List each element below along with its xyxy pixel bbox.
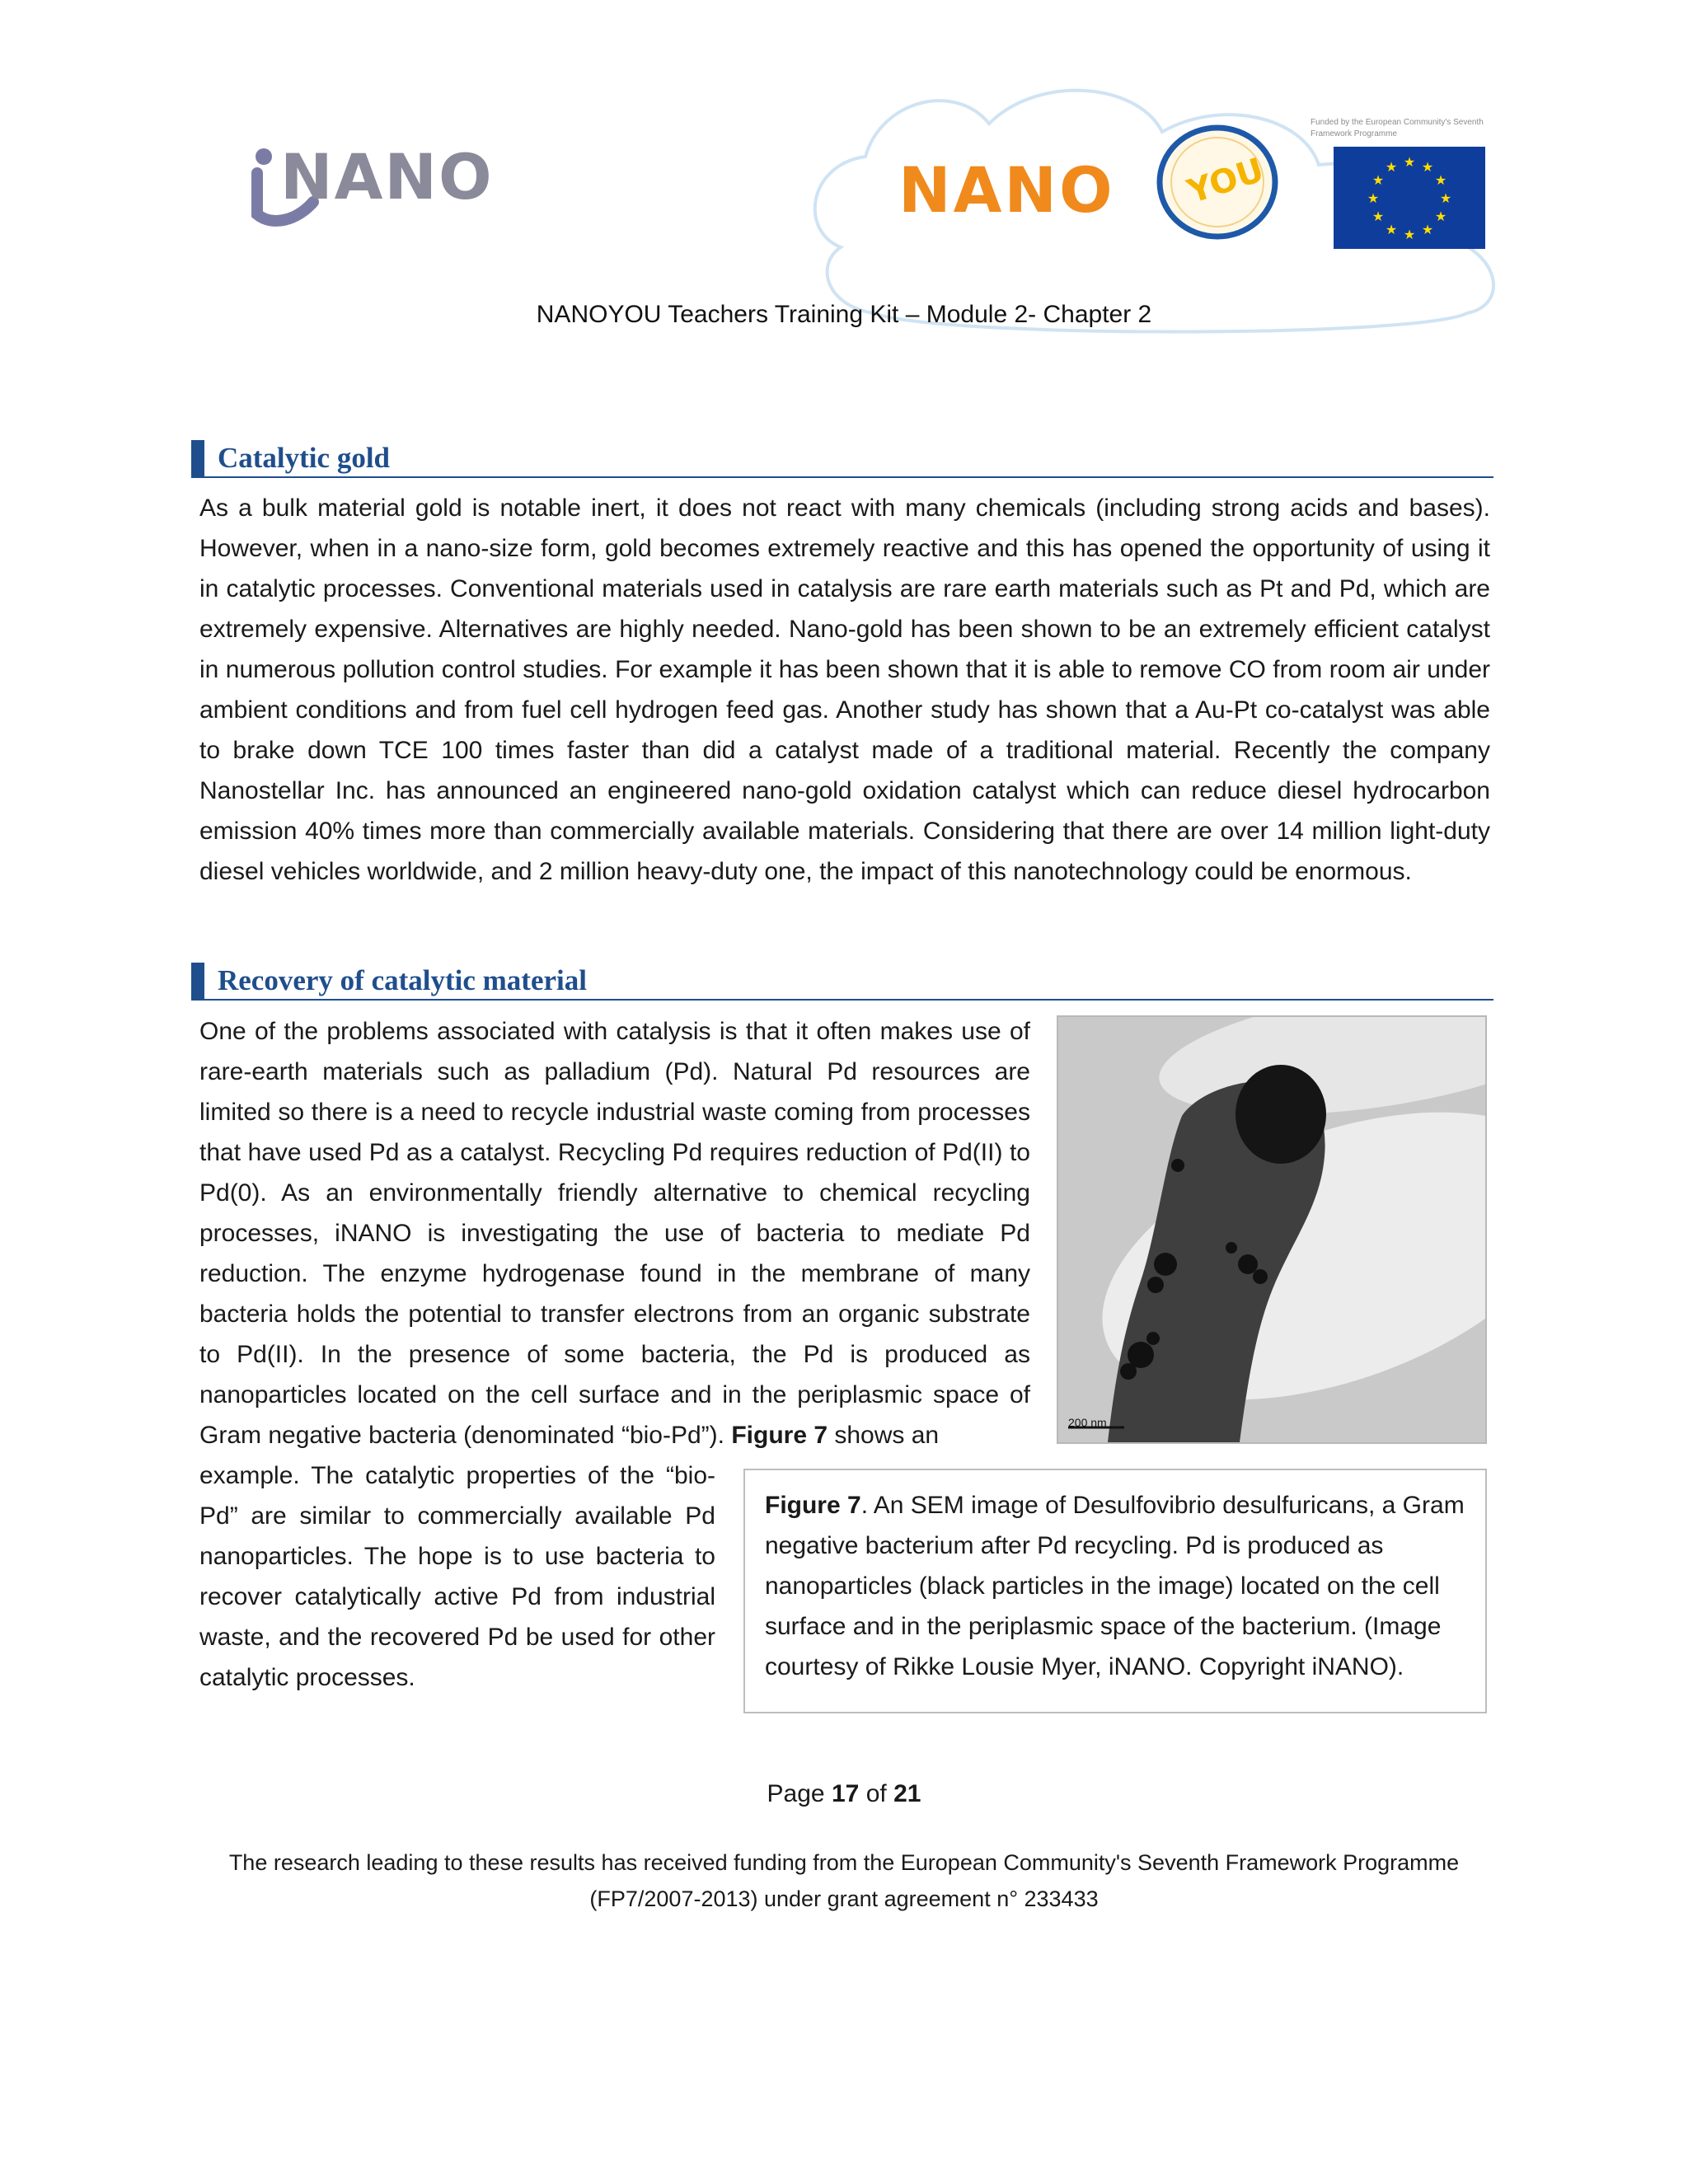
heading-accent-bar — [191, 440, 204, 476]
page-number — [0, 1780, 1688, 1808]
heading-text: Catalytic gold — [218, 442, 391, 474]
paragraph-recovery-part1 — [199, 1011, 1030, 1455]
svg-text:★: ★ — [1367, 190, 1380, 206]
page-of: of — [865, 1780, 887, 1807]
nanoyou-you-text: YOU — [1183, 151, 1268, 212]
svg-text:★: ★ — [1434, 172, 1447, 188]
svg-text:★: ★ — [1372, 209, 1385, 224]
sem-image-bacterium — [1057, 1015, 1487, 1444]
eu-funding-caption: Funded by the European Community's Seventh Framework Programme — [1311, 118, 1484, 138]
svg-text:★: ★ — [1403, 154, 1416, 170]
page-total: 21 — [893, 1780, 921, 1807]
svg-text:★: ★ — [1403, 227, 1416, 242]
paragraph-text: One of the problems associated with catalysis is that it often makes use of rare-earth materials such as palladium (Pd). Natural Pd resources are limited so there is a need to recycle industrial waste coming from processes that have used Pd as a catalyst. Recycling Pd requires reduction of Pd(II) to Pd(0). As an environmentally friendly alternative to chemical recycling processes, iNANO is investigating the use of bacteria to mediate Pd reduction. The enzyme hydrogenase found in the membrane of many bacteria holds the potential to transfer electrons from an organic substrate to Pd(II). In the presence of some bacteria, the Pd is produced as nanoparticles located on the cell surface and in the periplasmic space of Gram negative bacteria (denominated “bio-Pd”). — [199, 1018, 1030, 1449]
section-heading-recovery — [191, 963, 1493, 1001]
paragraph-catalytic-gold: As a bulk material gold is notable inert, it does not react with many chemicals (including strong acids and bases). However, when in a nano-size form, gold becomes extremely reactive and this has opened the opportunity of using it in catalytic processes. Conventional materials used in catalysis are rare earth materials such as Pt and Pd, which are extremely expensive. Alternatives are highly needed. Nano-gold has been shown to be an extremely efficient catalyst in numerous pollution control studies. For example it has been shown that it is able to remove CO from room air under ambient conditions and from fuel cell hydrogen feed gas. Another study has shown that a Au-Pt co-catalyst was able to brake down TCE 100 times faster than did a catalyst made of a traditional material. Recently the company Nanostellar Inc. has announced an engineered nano-gold oxidation catalyst which can reduce diesel hydrocarbon emission 40% times more than commercially available materials. Considering that there are over 14 million light-duty diesel vehicles worldwide, and 2 million heavy-duty one, the impact of this nanotechnology could be enormous. — [199, 494, 1490, 885]
paragraph-text: shows an — [834, 1422, 940, 1449]
svg-text:★: ★ — [1434, 209, 1447, 224]
heading-accent-bar — [191, 963, 204, 999]
nanoyou-you-circle-icon — [1152, 120, 1282, 244]
svg-text:★: ★ — [1385, 159, 1398, 175]
figure-reference: Figure 7 — [731, 1422, 828, 1449]
caption-label: Figure 7 — [765, 1492, 861, 1519]
section-heading-catalytic-gold — [191, 440, 1493, 478]
scale-bar-label: 200 nm — [1068, 1416, 1107, 1429]
nanoyou-logo-text: NANO — [898, 153, 1115, 227]
inano-logo-text: NANO — [280, 140, 494, 213]
funding-line-2: (FP7/2007-2013) under grant agreement n° 233433 — [589, 1886, 1099, 1911]
page-prefix: Page — [767, 1780, 825, 1807]
caption-text: . An SEM image of Desulfovibrio desulfuricans, a Gram negative bacterium after Pd recycling. Pd is produced as nanoparticles (black particles in the image) located on the cell surface and in the periplasmic space of the bacterium. (Image courtesy of Rikke Lousie Myer, iNANO. Copyright iNANO). — [765, 1492, 1465, 1680]
page-header — [0, 0, 1688, 346]
funding-statement — [165, 1844, 1523, 1917]
heading-text: Recovery of catalytic material — [218, 964, 587, 996]
page-current: 17 — [831, 1780, 860, 1807]
svg-text:★: ★ — [1421, 222, 1434, 237]
svg-text:★: ★ — [1421, 159, 1434, 175]
svg-text:★: ★ — [1439, 190, 1452, 206]
eu-flag-icon — [1334, 147, 1485, 249]
paragraph-recovery-part2: example. The catalytic properties of the “bio-Pd” are similar to commercially available Pd nanoparticles. The hope is to use bacteria to recover catalytically active Pd from industrial waste, and the recovered Pd be used for other catalytic processes. — [199, 1462, 715, 1691]
sem-micrograph — [1058, 1017, 1485, 1442]
svg-text:★: ★ — [1385, 222, 1398, 237]
svg-text:★: ★ — [1372, 172, 1385, 188]
figure-caption-box — [743, 1469, 1487, 1713]
running-title: NANOYOU Teachers Training Kit – Module 2- Chapter 2 — [536, 301, 1152, 328]
funding-line-1: The research leading to these results has received funding from the European Community's Seventh Framework Programme — [228, 1850, 1460, 1875]
